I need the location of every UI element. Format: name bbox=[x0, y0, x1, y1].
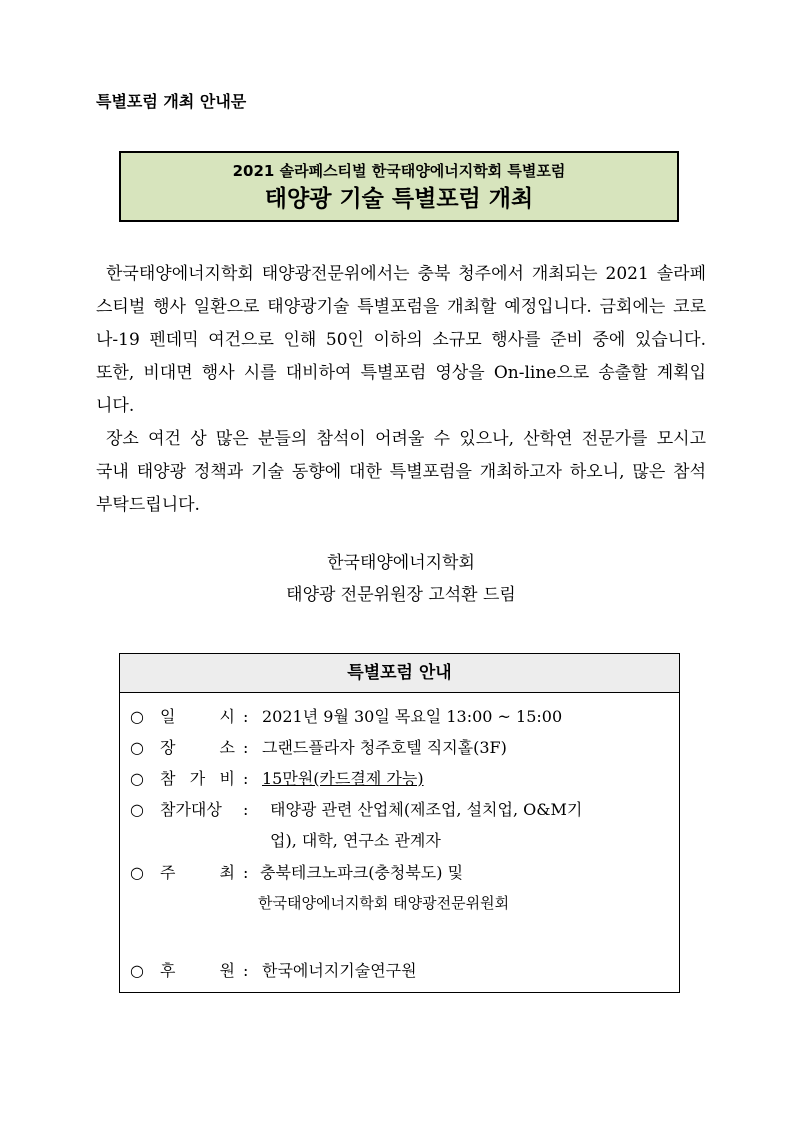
info-value: 한국에너지기술연구원 bbox=[262, 961, 417, 980]
info-box-title: 특별포럼 안내 bbox=[120, 654, 679, 693]
info-colon: : bbox=[243, 800, 249, 819]
banner-title: 태양광 기술 특별포럼 개최 bbox=[264, 186, 534, 212]
info-value: 충북테크노파크(충청북도) 및 bbox=[260, 863, 464, 882]
bullet-icon: ○ bbox=[130, 800, 144, 819]
info-key: 장 소 bbox=[160, 738, 235, 757]
info-value: 그랜드플라자 청주호텔 직지홀(3F) bbox=[262, 738, 507, 757]
info-key: 일 시 bbox=[160, 707, 235, 726]
info-colon: : bbox=[243, 769, 249, 788]
info-value-continued: 한국태양에너지학회 태양광전문위원회 bbox=[258, 894, 510, 912]
info-value-continued: 업), 대학, 연구소 관계자 bbox=[270, 831, 441, 850]
signature-sender: 태양광 전문위원장 고석환 드림 bbox=[286, 585, 516, 605]
bullet-icon: ○ bbox=[130, 769, 144, 788]
bullet-icon: ○ bbox=[130, 738, 144, 757]
title-banner bbox=[119, 151, 679, 222]
info-value: 태양광 관련 산업체(제조업, 설치업, O&M기 bbox=[270, 800, 583, 819]
info-colon: : bbox=[243, 961, 249, 980]
bullet-icon: ○ bbox=[130, 863, 144, 882]
info-colon: : bbox=[243, 738, 249, 757]
banner-subtitle: 2021 솔라페스티벌 한국태양에너지학회 특별포럼 bbox=[232, 162, 566, 180]
signature-block bbox=[96, 547, 706, 611]
document-label: 특별포럼 개최 안내문 bbox=[96, 92, 247, 111]
bullet-icon: ○ bbox=[130, 707, 144, 726]
forum-info-box bbox=[119, 653, 680, 993]
info-key: 참가대상 bbox=[160, 800, 222, 819]
info-key: 참 가 비 bbox=[160, 769, 235, 788]
info-value: 2021년 9월 30일 목요일 13:00 ~ 15:00 bbox=[262, 707, 563, 726]
info-key: 주 최 bbox=[160, 863, 235, 882]
info-colon: : bbox=[243, 707, 249, 726]
info-value: 15만원(카드결제 가능) bbox=[262, 769, 424, 788]
signature-organization: 한국태양에너지학회 bbox=[327, 553, 475, 573]
announcement-body bbox=[96, 258, 706, 522]
info-colon: : bbox=[243, 863, 249, 882]
body-paragraph-2: 장소 여건 상 많은 분들의 참석이 어려울 수 있으나, 산학연 전문가를 모시고 국내 태양광 정책과 기술 동향에 대한 특별포럼을 개최하고자 하오니, 많은 참석 부탁드립니다. bbox=[96, 429, 706, 515]
body-paragraph-1: 한국태양에너지학회 태양광전문위에서는 충북 청주에서 개최되는 2021 솔라페스티벌 행사 일환으로 태양광기술 특별포럼을 개최할 예정입니다. 금회에는 코로나-19 펜데믹 여건으로 인해 50인 이하의 소규모 행사를 준비 중에 있습니다. 또한, 비대면 행사 시를 대비하여 특별포럼 영상을 On-line으로 송출할 계획입니다. bbox=[96, 264, 706, 416]
info-key: 후 원 bbox=[160, 961, 235, 980]
bullet-icon: ○ bbox=[130, 961, 144, 980]
